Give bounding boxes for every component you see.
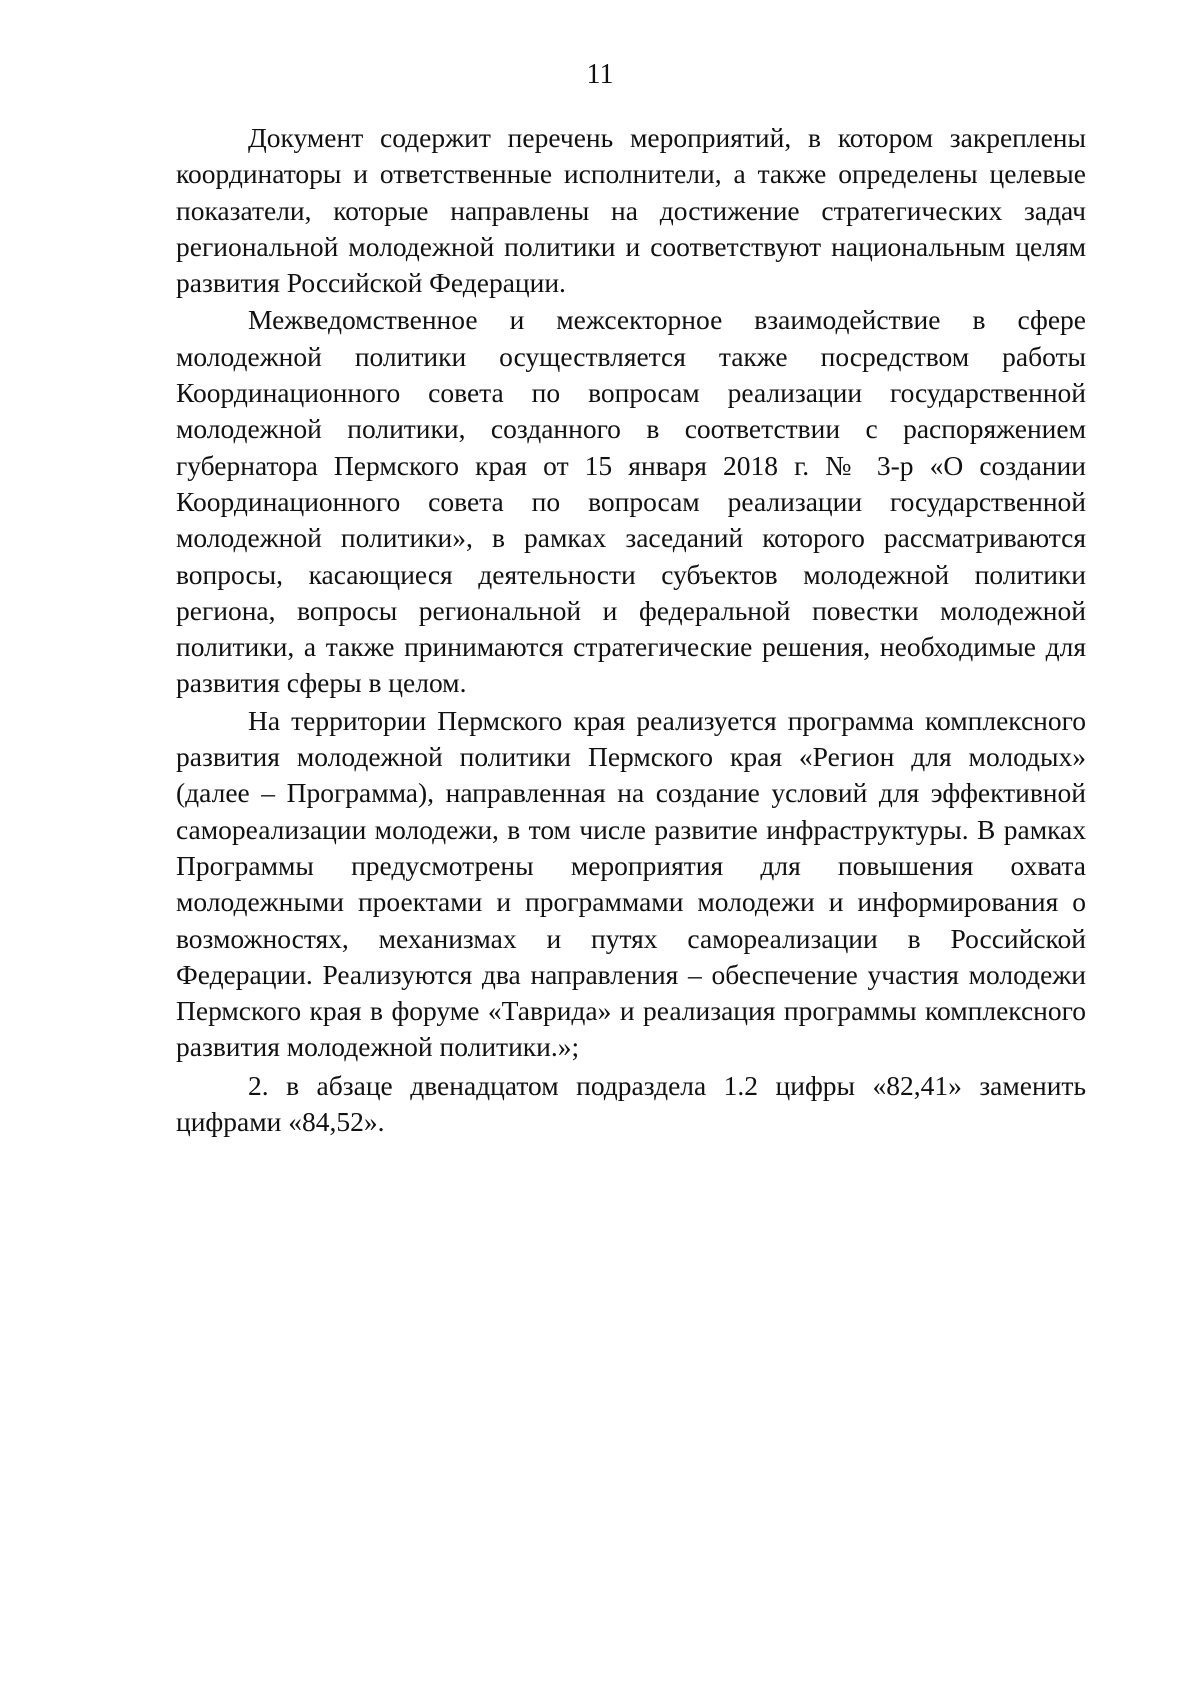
document-body [176, 120, 1086, 1141]
paragraph-youth-program: На территории Пермского края реализуется программа комплексного развития молодежной политики Пермского края «Регион для молодых» (далее – Программа), направленная на создание условий для эффективной самореализации молодежи, в том числе развитие инфраструктуры. В рамках Программы предусмотрены мероприятия для повышения охвата молодежными проектами и программами молодежи и информирования о возможностях, механизмах и путях самореализации в Российской Федерации. Реализуются два направления – обеспечение участия молодежи Пермского края в форуме «Таврида» и реализация программы комплексного развития молодежной политики.»; [176, 704, 1086, 1063]
paragraph-document-contents: Документ содержит перечень мероприятий, в котором закреплены координаторы и ответственные исполнители, а также определены целевые показатели, которые направлены на достижение стратегических задач региональной молодежной политики и соответствуют национальным целям развития Российской Федерации. [176, 122, 1086, 299]
paragraph-interagency-cooperation: Межведомственное и межсекторное взаимодействие в сфере молодежной политики осуществляется также посредством работы Координационного совета по вопросам реализации государственной молодежной политики, созданного в соответствии с распоряжением губернатора Пермского края от 15 января 2018 г. № 3-р «О создании Координационного совета по вопросам реализации государственной молодежной политики», в рамках заседаний которого рассматриваются вопросы, касающиеся деятельности субъектов молодежной политики региона, вопросы региональной и федеральной повестки молодежной политики, а также принимаются стратегические решения, необходимые для развития сферы в целом. [176, 304, 1086, 699]
paragraph-amendment-item-2: 2. в абзаце двенадцатом подраздела 1.2 цифры «82,41» заменить цифрами «84,52». [176, 1069, 1086, 1138]
page-number: 11 [586, 59, 614, 90]
